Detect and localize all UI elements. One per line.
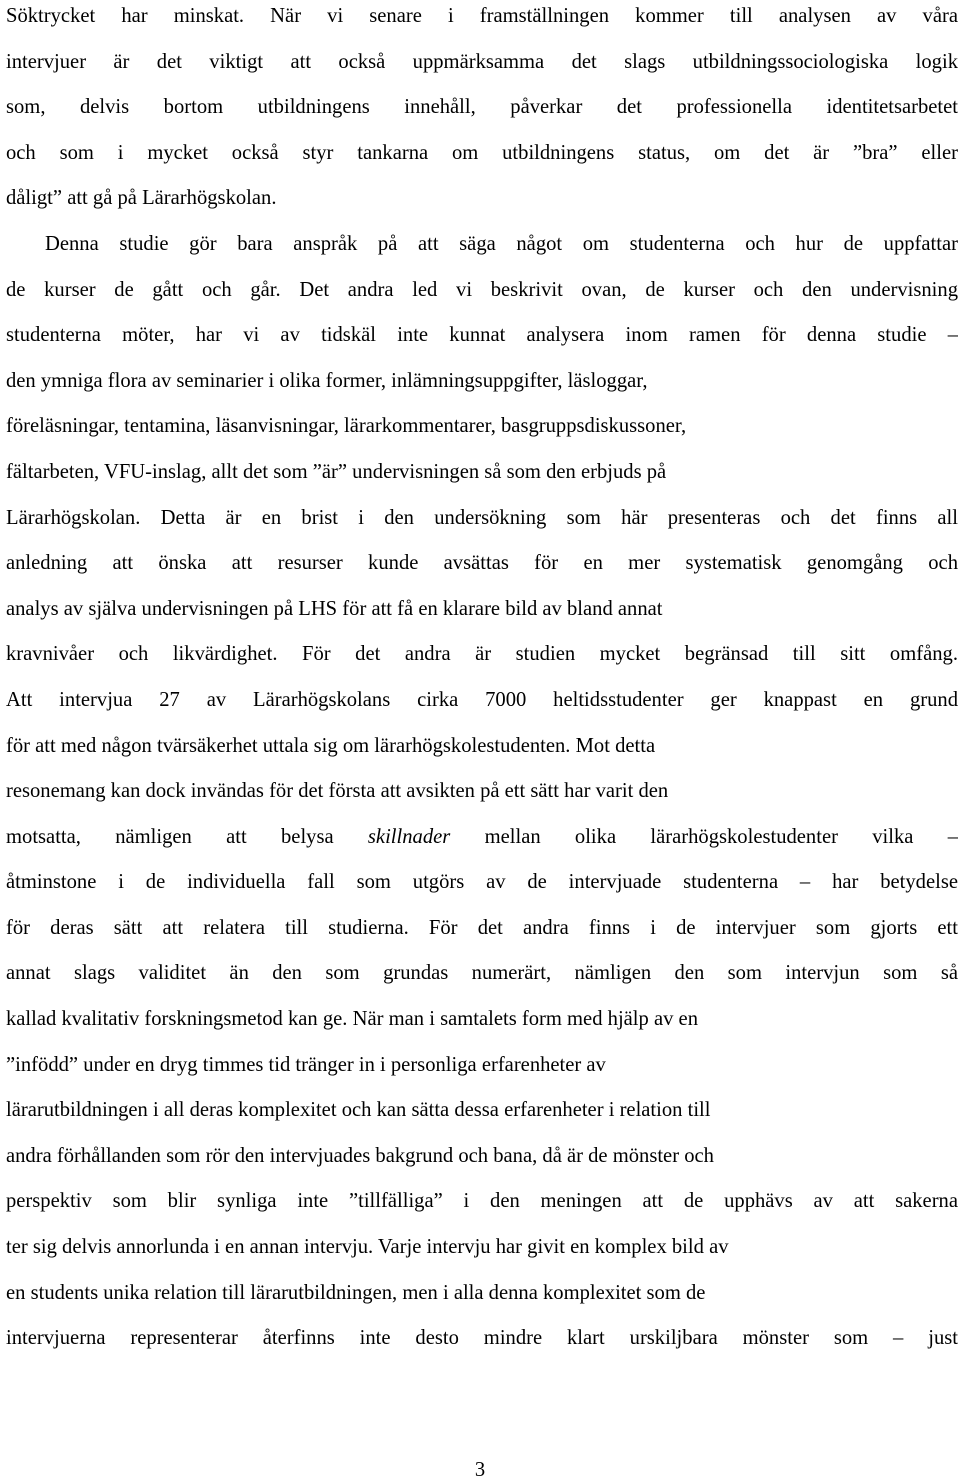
text-line: en students unika relation till lärarutbildningen, men i alla denna komplexitet som de: [6, 1281, 706, 1304]
text-line: intervjuerna representerar återfinns inte desto mindre klart urskiljbara mönster som – just: [6, 1327, 958, 1350]
text-line: fältarbeten, VFU-inslag, allt det som ”är” undervisningen så som den erbjuds på: [6, 460, 667, 483]
text-line: för deras sätt att relatera till studierna. För det andra finns i de intervjuer som gjorts ett: [6, 916, 958, 939]
text-line: annat slags validitet än den som grundas numerärt, nämligen den som intervjun som så: [6, 962, 958, 985]
emphasized-word: skillnader: [367, 825, 451, 848]
text-line: för att med någon tvärsäkerhet uttala sig om lärarhögskolestudenten. Mot detta: [6, 734, 656, 757]
text-line: resonemang kan dock invändas för det första att avsikten på ett sätt har varit den: [6, 780, 669, 803]
text-line: dåligt” att gå på Lärarhögskolan.: [6, 187, 277, 210]
text-line: föreläsningar, tentamina, läsanvisningar, lärarkommentarer, basgruppsdiskussoner,: [6, 415, 687, 438]
text-line: ter sig delvis annorlunda i en annan intervju. Varje intervju har givit en komplex bild av: [6, 1236, 729, 1259]
text-line: intervjuer är det viktigt att också uppmärksamma det slags utbildningssociologiska logik: [6, 50, 958, 73]
text-fragment: motsatta, nämligen att belysa: [6, 825, 368, 848]
text-line-with-emphasis: [6, 815, 958, 861]
text-line: den ymniga flora av seminarier i olika former, inlämningsuppgifter, läsloggar,: [6, 369, 648, 392]
text-line: Lärarhögskolan. Detta är en brist i den undersökning som här presenteras och det finns all: [6, 506, 958, 529]
text-line: studenterna möter, har vi av tidskäl inte kunnat analysera inom ramen för denna studie –: [6, 324, 958, 347]
paragraph-first-line: Denna studie gör bara anspråk på att säga något om studenterna och hur de uppfattar: [45, 232, 958, 255]
text-line: kravnivåer och likvärdighet. För det andra är studien mycket begränsad till sitt omfång.: [6, 643, 958, 666]
text-line: lärarutbildningen i all deras komplexitet och kan sätta dessa erfarenheter i relation till: [6, 1099, 711, 1122]
text-line: som, delvis bortom utbildningens innehåll, påverkar det professionella identitetsarbetet: [6, 96, 958, 119]
text-line: de kurser de gått och går. Det andra led vi beskrivit ovan, de kurser och den undervisning: [6, 278, 958, 301]
text-line: och som i mycket också styr tankarna om utbildningens status, om det är ”bra” eller: [6, 141, 958, 164]
text-line: analys av själva undervisningen på LHS för att få en klarare bild av bland annat: [6, 597, 663, 620]
text-line: anledning att önska att resurser kunde avsättas för en mer systematisk genomgång och: [6, 552, 958, 575]
text-line: åtminstone i de individuella fall som utgörs av de intervjuade studenterna – har betydelse: [6, 871, 958, 894]
text-fragment: mellan olika lärarhögskolestudenter vilka –: [450, 825, 958, 848]
page-number: 3: [474, 1459, 486, 1481]
text-line: andra förhållanden som rör den intervjuades bakgrund och bana, då är de mönster och: [6, 1144, 714, 1167]
text-line: ”infödd” under en dryg timmes tid tränger in i personliga erfarenheter av: [6, 1053, 606, 1076]
text-line: perspektiv som blir synliga inte ”tillfälliga” i den meningen att de upphävs av att sakerna: [6, 1190, 958, 1213]
text-line: kallad kvalitativ forskningsmetod kan ge. När man i samtalets form med hjälp av en: [6, 1008, 698, 1031]
body-text: [6, 0, 958, 1362]
text-line: Söktrycket har minskat. När vi senare i framställningen kommer till analysen av våra: [6, 5, 958, 27]
text-line: Att intervjua 27 av Lärarhögskolans cirka 7000 heltidsstudenter ger knappast en grund: [6, 688, 958, 711]
